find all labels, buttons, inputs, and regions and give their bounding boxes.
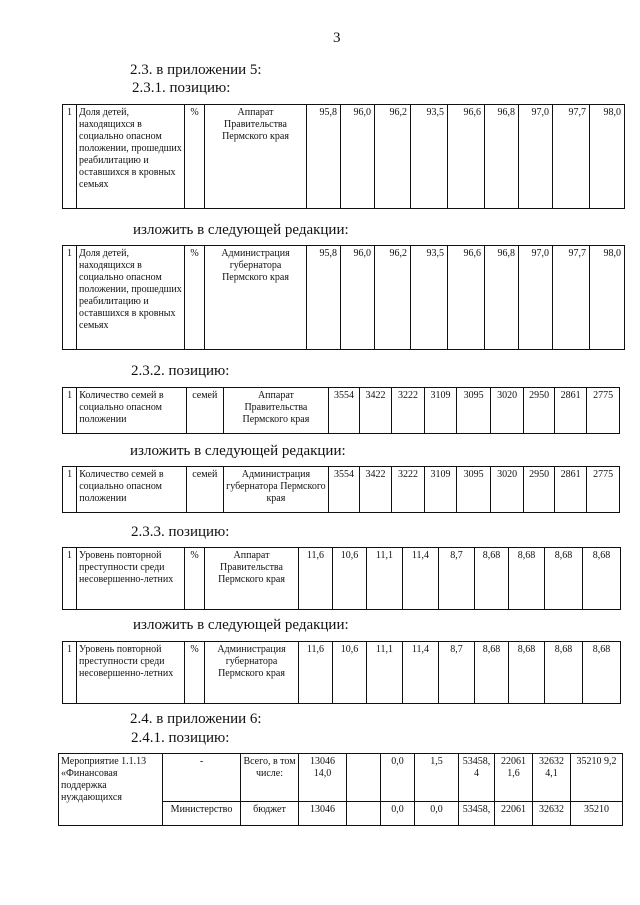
value-cell: 3020 xyxy=(490,388,524,434)
value-cell: 11,1 xyxy=(367,642,403,704)
unit: семей xyxy=(186,467,223,513)
value-cell: 96,6 xyxy=(448,246,485,350)
value-cell: 8,68 xyxy=(545,642,583,704)
unit: семей xyxy=(186,388,223,434)
value-cell: 96,2 xyxy=(375,246,411,350)
value-cell: 97,7 xyxy=(553,105,590,209)
value-cell: 32632 4,1 xyxy=(533,754,571,802)
responsible-org: Аппарат Правительства Пермского края xyxy=(223,388,329,434)
value-cell: 13046 xyxy=(299,802,347,826)
dash-cell: - xyxy=(163,754,241,802)
indicator-name: Уровень повторной преступности среди несовершенно-летних xyxy=(77,548,185,610)
heading-2-3: 2.3. в приложении 5: xyxy=(130,62,262,78)
heading-2-3-3: 2.3.3. позицию: xyxy=(131,524,230,540)
value-cell: 96,6 xyxy=(448,105,485,209)
value-cell: 11,4 xyxy=(403,548,439,610)
indicator-name: Количество семей в социально опасном положении xyxy=(77,467,187,513)
table-position-2-3-1-old xyxy=(62,104,625,209)
heading-2-3-2: 2.3.2. позицию: xyxy=(131,363,230,379)
value-cell: 93,5 xyxy=(411,105,448,209)
value-cell: 53458, xyxy=(459,802,495,826)
value-cell: 0,0 xyxy=(381,754,415,802)
value-cell: 10,6 xyxy=(333,642,367,704)
table-position-2-3-3-old xyxy=(62,547,621,610)
responsible-org: Аппарат Правительства Пермского края xyxy=(205,548,299,610)
value-cell: 10,6 xyxy=(333,548,367,610)
value-cell: 98,0 xyxy=(590,105,625,209)
value-cell: 3109 xyxy=(424,467,457,513)
unit: % xyxy=(185,246,205,350)
value-cell: 2950 xyxy=(524,467,554,513)
indicator-name: Уровень повторной преступности среди несовершенно-летних xyxy=(77,642,185,704)
value-cell: 3095 xyxy=(457,467,491,513)
indicator-name: Доля детей, находящихся в социально опасном положении, прошедших реабилитацию и оставшихся в кровных семьях xyxy=(77,105,185,209)
value-cell: 8,68 xyxy=(545,548,583,610)
value-cell: 95,8 xyxy=(307,246,341,350)
value-cell: 2861 xyxy=(554,467,587,513)
row-number: 1 xyxy=(63,388,77,434)
value-cell: 96,8 xyxy=(485,105,519,209)
table-position-2-3-2-old xyxy=(62,387,620,434)
value-cell: 8,68 xyxy=(583,642,621,704)
table-position-2-3-3-new xyxy=(62,641,621,704)
value-cell: 8,7 xyxy=(439,548,475,610)
value-cell: 22061 xyxy=(495,802,533,826)
value-cell: 8,68 xyxy=(583,548,621,610)
unit: % xyxy=(185,642,205,704)
row-number: 1 xyxy=(63,642,77,704)
responsible-org: Аппарат Правительства Пермского края xyxy=(205,105,307,209)
value-cell: 11,4 xyxy=(403,642,439,704)
value-cell: 8,68 xyxy=(509,548,545,610)
value-cell: 8,7 xyxy=(439,642,475,704)
value-cell: 11,6 xyxy=(299,548,333,610)
value-cell: 2775 xyxy=(587,388,620,434)
value-cell: 11,6 xyxy=(299,642,333,704)
value-cell: 0,0 xyxy=(415,802,459,826)
value-cell: 0,0 xyxy=(381,802,415,826)
ministry-cell: Министерство xyxy=(163,802,241,826)
indicator-name: Доля детей, находящихся в социально опасном положении, прошедших реабилитацию и оставшихся в кровных семьях xyxy=(77,246,185,350)
row-number: 1 xyxy=(63,105,77,209)
value-cell: 3422 xyxy=(359,467,392,513)
heading-2-4: 2.4. в приложении 6: xyxy=(130,711,262,727)
value-cell: 1,5 xyxy=(415,754,459,802)
value-cell: 93,5 xyxy=(411,246,448,350)
value-cell: 3554 xyxy=(329,388,359,434)
value-cell: 2861 xyxy=(554,388,587,434)
table-position-2-4-1 xyxy=(58,753,623,826)
value-cell: 32632 xyxy=(533,802,571,826)
heading-2-4-1: 2.4.1. позицию: xyxy=(131,730,230,746)
heading-new-edition: изложить в следующей редакции: xyxy=(130,443,346,459)
value-cell: 95,8 xyxy=(307,105,341,209)
value-cell: 3222 xyxy=(392,388,425,434)
value-cell: 22061 1,6 xyxy=(495,754,533,802)
row-number: 1 xyxy=(63,246,77,350)
value-cell: 2775 xyxy=(587,467,620,513)
value-cell: 3109 xyxy=(424,388,457,434)
unit: % xyxy=(185,548,205,610)
value-cell: 8,68 xyxy=(509,642,545,704)
value-cell: 3222 xyxy=(392,467,425,513)
row-number: 1 xyxy=(63,548,77,610)
value-cell: 8,68 xyxy=(475,642,509,704)
value-cell: 13046 14,0 xyxy=(299,754,347,802)
value-cell: 96,0 xyxy=(341,246,375,350)
indicator-name: Количество семей в социально опасном положении xyxy=(77,388,187,434)
empty-cell xyxy=(347,802,381,826)
value-cell: 8,68 xyxy=(475,548,509,610)
value-cell: 3554 xyxy=(329,467,359,513)
heading-new-edition: изложить в следующей редакции: xyxy=(133,222,349,238)
value-cell: 11,1 xyxy=(367,548,403,610)
unit: % xyxy=(185,105,205,209)
row-number: 1 xyxy=(63,467,77,513)
value-cell: 3095 xyxy=(457,388,491,434)
value-cell: 96,8 xyxy=(485,246,519,350)
responsible-org: Администрация губернатора Пермского края xyxy=(205,246,307,350)
responsible-org: Администрация губернатора Пермского края xyxy=(205,642,299,704)
heading-new-edition: изложить в следующей редакции: xyxy=(133,617,349,633)
total-label: Всего, в том числе: xyxy=(241,754,299,802)
value-cell: 35210 xyxy=(571,802,623,826)
value-cell: 97,0 xyxy=(519,246,553,350)
value-cell: 2950 xyxy=(524,388,554,434)
empty-cell xyxy=(347,754,381,802)
value-cell: 97,7 xyxy=(553,246,590,350)
heading-2-3-1: 2.3.1. позицию: xyxy=(132,80,231,96)
responsible-org: Администрация губернатора Пермского края xyxy=(223,467,329,513)
value-cell: 3020 xyxy=(490,467,524,513)
activity-name: Мероприятие 1.1.13 «Финансовая поддержка нуждающихся xyxy=(59,754,163,826)
value-cell: 3422 xyxy=(359,388,392,434)
value-cell: 35210 9,2 xyxy=(571,754,623,802)
source-cell: бюджет xyxy=(241,802,299,826)
table-position-2-3-1-new xyxy=(62,245,625,350)
table-position-2-3-2-new xyxy=(62,466,620,513)
value-cell: 97,0 xyxy=(519,105,553,209)
page-number: 3 xyxy=(333,30,341,46)
value-cell: 53458, 4 xyxy=(459,754,495,802)
value-cell: 98,0 xyxy=(590,246,625,350)
value-cell: 96,2 xyxy=(375,105,411,209)
value-cell: 96,0 xyxy=(341,105,375,209)
